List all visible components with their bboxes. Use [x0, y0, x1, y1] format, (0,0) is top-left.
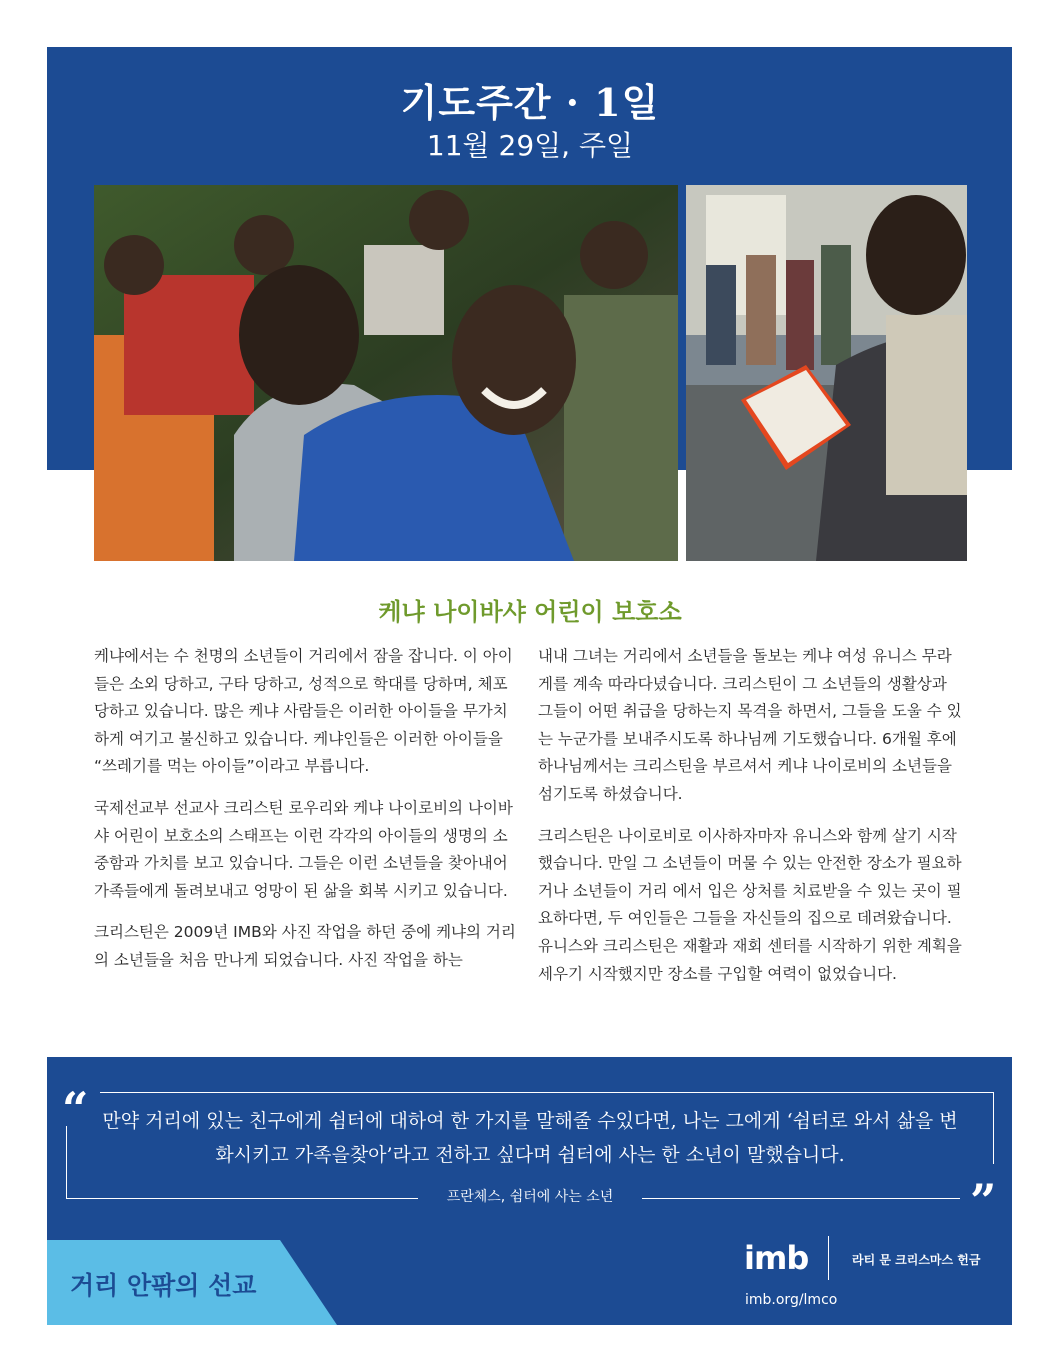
quote-frame — [66, 1126, 67, 1199]
paragraph: 크리스틴은 나이로비로 이사하자마자 유니스와 함께 살기 시작했습니다. 만일 그 소년들이 머물 수 있는 안전한 장소가 필요하거나 소년들이 거리 에서 입은 상처를 치료받을 수 있는 곳이 필요하다면, 두 여인들은 그들을 자신들의 집으로 데려왔습니다. 유니스와 크리스틴은 재활과 재회 센터를 시작하기 위한 계획을 세우기 시작했지만 장소를 구입할 여력이 없었습니다. — [538, 826, 962, 983]
close-quote-icon: ” — [970, 1174, 997, 1228]
quote-frame — [66, 1198, 418, 1199]
paragraph: 내내 그녀는 거리에서 소년들을 돌보는 케냐 여성 유니스 무라게를 계속 따라다녔습니다. 크리스틴이 그 소년들의 생활상과 그들이 어떤 취급을 당하는지 목격을 하면서, 그들을 도울 수 있는 누군가를 보내주시도록 하나님께 기도했습니다. 6개월 후에 하나님께서는 크리스틴을 부르셔서 케냐 나이로비의 소년들을 섬기도록 하셨습니다. — [538, 647, 962, 803]
quote-frame — [993, 1092, 994, 1164]
page-date: 11월 29일, 주일 — [426, 129, 634, 162]
quote-frame — [642, 1198, 960, 1199]
quote-frame — [100, 1092, 994, 1093]
article-column-left — [94, 643, 519, 989]
paragraph: 국제선교부 선교사 크리스틴 로우리와 케냐 나이로비의 나이바샤 어린이 보호소의 스태프는 이런 각각의 아이들의 생명의 소중함과 가치를 보고 있습니다. 그들은 이런 소년들을 찾아내어 가족들에게 돌려보내고 엉망이 된 삶을 회복 시키고 있습니다. — [94, 798, 513, 900]
page-title: 기도주간 · 1일 — [400, 80, 660, 125]
section-heading: 케냐 나이바샤 어린이 보호소 — [378, 598, 682, 626]
boys-hugging-photo — [94, 185, 678, 561]
imb-logo: imb — [744, 1239, 809, 1277]
boy-reading-bible-photo — [686, 185, 967, 561]
quote-attribution: 프란체스, 쉼터에 사는 소년 — [446, 1189, 614, 1205]
tagline: 거리 안팎의 선교 — [70, 1271, 257, 1300]
article-column-right — [538, 643, 963, 1002]
open-quote-icon: “ — [62, 1082, 89, 1136]
pull-quote: 만약 거리에 있는 친구에게 쉼터에 대하여 한 가지를 말해줄 수있다면, 나는 그에게 ‘쉼터로 와서 삶을 변화시키고 가족을찾아’라고 전하고 싶다며 쉼터에 사는 한 소년이 말했습니다. — [102, 1110, 958, 1166]
website-url[interactable]: imb.org/lmco — [745, 1292, 838, 1308]
offering-name: 라티 문 크리스마스 헌금 — [852, 1253, 981, 1267]
logo-divider — [828, 1236, 829, 1280]
paragraph: 크리스틴은 2009년 IMB와 사진 작업을 하던 중에 케냐의 거리의 소년들을 처음 만나게 되었습니다. 사진 작업을 하는 — [94, 923, 516, 969]
paragraph: 케냐에서는 수 천명의 소년들이 거리에서 잠을 잡니다. 이 아이들은 소외 당하고, 구타 당하고, 성적으로 학대를 당하며, 체포 당하고 있습니다. 많은 케냐 사람들은 이러한 아이들을 무가치하게 여기고 불신하고 있습니다. 케냐인들은 이러한 아이들을 “쓰레기를 먹는 아이들”이라고 부릅니다. — [94, 647, 513, 776]
